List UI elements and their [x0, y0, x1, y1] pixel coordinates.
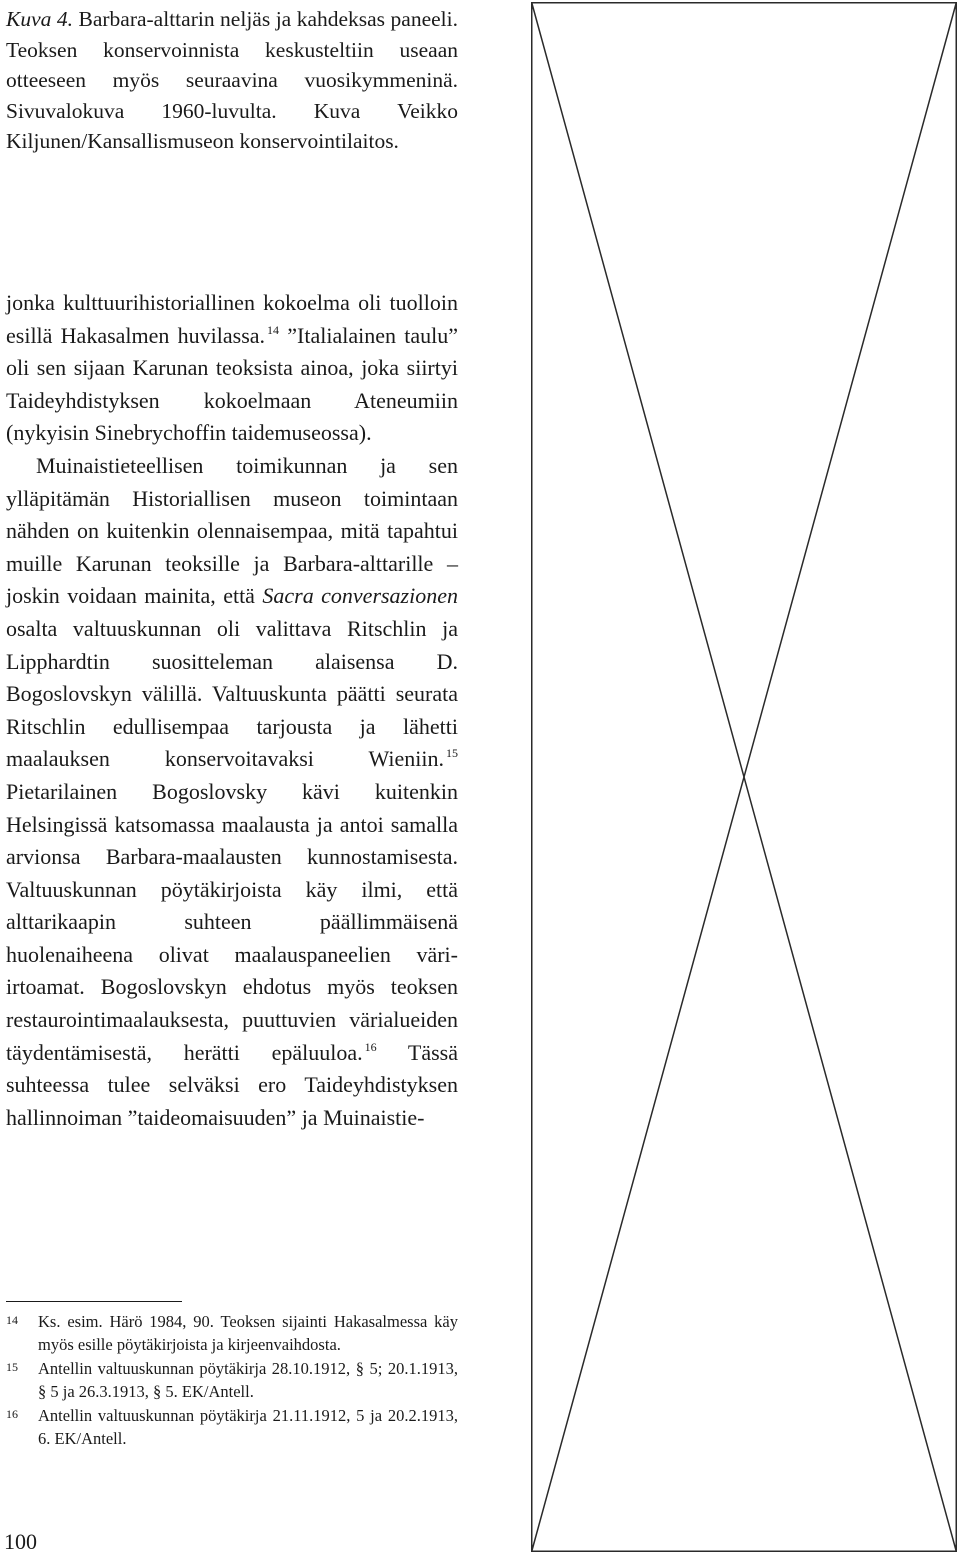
- footnotes: [6, 1311, 458, 1452]
- footnote-number: 16: [6, 1407, 18, 1421]
- paragraph-2-text-a: Muinaistieteellisen toimikunnan ja sen ylläpitämän Historiallisen museon toimintaan nähden on kuitenkin olennaisempaa, mitä tapahtui muille Karunan teoksille ja Barbara-alttarille – joskin voidaan mainita, että: [6, 452, 458, 609]
- footnote-16: [6, 1405, 458, 1450]
- footnote-14: [6, 1311, 458, 1356]
- caption-text: Barbara-alttarin neljäs ja kahdeksas paneeli. Teoksen konservoinnista keskusteltiin useaan otteeseen myös seuraavina vuosikymmeninä. Sivuvalokuva 1960-luvulta. Kuva Veikko Kiljunen/Kansallismuseon konservointilaitos.: [6, 7, 458, 153]
- footnote-text: Antellin valtuuskunnan pöytäkirja 21.11.1912, 5 ja 20.2.1913, 6. EK/Antell.: [38, 1406, 458, 1448]
- footnote-number: 14: [6, 1313, 18, 1327]
- figure-caption: [6, 4, 458, 157]
- footnote-text: Antellin valtuuskunnan pöytäkirja 28.10.1912, § 5; 20.1.1913, § 5 ja 26.3.1913, § 5. EK/Antell.: [38, 1359, 458, 1401]
- footnote-ref-16[interactable]: 16: [364, 1039, 377, 1054]
- footnote-ref-15[interactable]: 15: [446, 746, 458, 761]
- footnote-ref-14[interactable]: 14: [267, 322, 280, 337]
- paragraph-2-text-d: Tässä suhteessa tulee selväksi ero Taideyhdistyksen hallinnoiman ”taideomaisuuden” ja Muinaistie-: [6, 1039, 458, 1130]
- paragraph-1-continued: ”Italialainen taulu” oli sen sijaan Karunan teoksista ainoa, joka siirtyi Taideyhdistyksen kokoelmaan Ateneumiin (nykyisin Sinebrychoffin taidemuseossa).: [6, 322, 458, 446]
- body-text: [6, 287, 458, 1134]
- paragraph-2-text-b: osalta valtuuskunnan oli valittava Ritschlin ja Lipphardtin suositteleman alaisensa D. Bogoslovskyn välillä. Valtuuskunta päätti seurata Ritschlin edullisempaa tarjousta ja lähetti maalauksen konservoitavaksi Wieniin.: [6, 615, 458, 772]
- footnote-text: Ks. esim. Härö 1984, 90. Teoksen sijainti Hakasalmessa käy myös esille pöytäkirjoista ja kirjeenvaihdosta.: [38, 1312, 458, 1354]
- artwork-title: Sacra conversazionen: [262, 583, 459, 609]
- paragraph-2: [6, 450, 458, 1134]
- page-number: 100: [4, 1529, 37, 1554]
- paragraph-2-text-c: Pietarilainen Bogoslovsky kävi kuitenkin Helsingissä katsomassa maalausta ja antoi samalla arvionsa Barbara-maalausten kunnostamisesta. Valtuuskunnan pöytäkirjoista käy ilmi, että alttarikaapin suhteen päällimmäisenä huolenaiheena olivat maalauspaneelien väri-irtoamat. Bogoslovskyn ehdotus myös teoksen restaurointimaalauksesta, puuttuvien värialueiden täydentämisestä, herätti epäluuloa.: [6, 778, 458, 1065]
- paragraph-1-text: jonka kulttuurihistoriallinen kokoelma oli tuolloin esillä Hakasalmen huvilassa.: [6, 290, 458, 348]
- footnote-separator: [6, 1301, 182, 1302]
- image-placeholder-icon: [531, 2, 957, 1552]
- footnote-number: 15: [6, 1360, 18, 1374]
- footnote-15: [6, 1358, 458, 1403]
- caption-label: Kuva 4.: [6, 7, 73, 31]
- paragraph-1: [6, 287, 458, 450]
